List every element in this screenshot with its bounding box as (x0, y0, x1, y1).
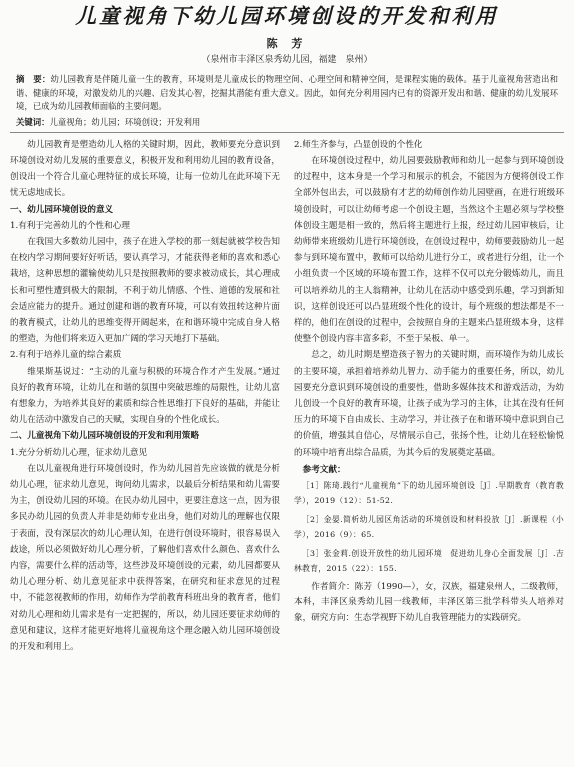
abstract (16, 73, 558, 114)
paper-page (0, 2, 574, 767)
section-heading: 一、幼儿园环境创设的意义 (10, 204, 114, 215)
keywords-text: 儿童视角；幼儿园；环境创设；开发利用 (49, 116, 201, 127)
left-column (10, 137, 280, 656)
references-list (294, 478, 564, 576)
references-title: 参考文献： (302, 464, 346, 475)
reference-item: ［1］陈琦.践行“儿童视角”下的幼儿园环境创设［J］.早期教育（教育教学），2019（12）：51-52. (294, 480, 564, 505)
author-affiliation: （泉州市丰泽区泉秀幼儿园，福建 泉州） (201, 55, 373, 65)
header-divider (10, 132, 564, 133)
subsection-heading: 1.有利于完善幼儿的个性和心理 (10, 220, 130, 231)
keywords (16, 116, 558, 129)
reference-item: ［2］金晏.简析幼儿园区角活动的环境创设和材料投放［J］.新课程（小学），2016（9）：65. (294, 514, 564, 539)
subsection-heading: 2.有利于培养儿童的综合素质 (10, 350, 122, 361)
paragraph: 在我国大多数幼儿园中，孩子在进入学校的那一刻起就被学校告知在校内学习期间要好好听话，要认真学习，才能获得老师的喜欢和悉心栽培，这种思想的灌输使幼儿只是按照教师的要求被动成长，其心理成长和可塑性遭到极大的限制，不利于幼儿情感、个性、道德的发展和社会适应能力的提升。通过创建和谐的教育环境，可以有效扭转这种片面的教育模式，让幼儿的思维变得开阔起来，在和谐环境中完成自身人格的塑造，为他们将来迈入更加广阔的学习天地打下基础。 (10, 237, 280, 345)
reference-item: ［3］张金莉.创设开放性的幼儿园环境 促进幼儿身心全面发展［J］.吉林教育，2015（22）：155. (294, 548, 564, 573)
paragraph: 总之，幼儿时期是塑造孩子智力的关键时期，而环境作为幼儿成长的主要环境，承担着培养幼儿智力、动手能力的重要任务，所以，幼儿园要充分意识到环境创设的重要性，借助多媒体技术和游戏活动，为幼儿创设一个良好的教育环境，让孩子成为学习的主体，让其在没有任何压力的环境下自由成长、主动学习，并让孩子在和谐环境中意识到自己的价值，增强其自信心，尽情展示自己，张扬个性，让幼儿在轻松愉悦的环境中培育出综合品质，为其今后的发展奠定基础。 (294, 350, 564, 458)
author-name: 陈 芳 (266, 37, 308, 50)
paragraph: 维果斯基说过：“主动的儿童与积极的环境合作才产生发展。”通过良好的教育环境，让幼儿在和谐的氛围中突破思维的局限性，让幼儿富有想象力，为培养其良好的素质和综合性思维打下良好的基础，并能让幼儿在活动中激发自己的天赋，实现自身的个性化成长。 (10, 366, 280, 426)
subsection-heading: 1.充分分析幼儿心理，征求幼儿意见 (10, 447, 148, 458)
section-heading: 二、儿童视角下幼儿园环境创设的开发和利用策略 (10, 431, 200, 442)
right-column-body (294, 137, 564, 461)
paper-title: 儿童视角下幼儿园环境创设的开发和利用 (75, 4, 499, 28)
body-columns (10, 137, 564, 656)
paragraph: 在以儿童视角进行环境创设时，作为幼儿园首先应该做的就是分析幼儿心理，征求幼儿意见，询问幼儿需求，以最后分析结果和幼儿需要为主，创设幼儿园的环境。在民办幼儿园中，更要注意这一点，因为很多民办幼儿园的负责人并非是幼师专业出身，他们对幼儿的理解也仅限于表面，没有深层次的幼儿心理认知，在进行创设环境时，很容易误入歧途，所以必须做好幼儿心理分析，了解他们喜欢什么颜色、喜欢什么内容，需要什么样的活动等，这些涉及环境创设的元素，幼儿园都要从幼儿心理分析、幼儿意见征求中获得答案，在研究和征求意见的过程中，不能忽视教师的作用，幼师作为学前教育科班出身的教育者，他们对幼儿心理和幼儿需求是有一定把握的，所以，幼儿园还要征求幼师的意见和建议，这样才能更好地将儿童视角这个理念融入幼儿园环境创设的开发和利用上。 (10, 463, 280, 653)
subsection-heading: 2.师生齐参与，凸显创设的个性化 (294, 139, 423, 150)
paragraph: 幼儿园教育是塑造幼儿人格的关键时期，因此，教师要充分意识到环境创设对幼儿发展的重要意义，积极开发和利用幼儿园的教育设备，创设出一个符合儿童心理特征的成长环境，让每一位幼儿在此环境下无忧无虑地成长。 (10, 139, 280, 199)
right-column (294, 137, 564, 656)
abstract-label: 摘 要： (16, 74, 51, 84)
keywords-label: 关键词： (16, 116, 50, 127)
paragraph: 在环境创设过程中，幼儿园要鼓励教师和幼儿一起参与到环境创设的过程中，这本身是一个学习和展示的机会，不能因为方便将创设工作全部外包出去，可以鼓励有才艺的幼师创作幼儿园壁画，在进行班级环境创设时，可以让幼师考虑一个创设主题，当然这个主题必须与学校整体创设主题是相一致的，然后将主题进行上报，经过幼儿园审核后，让幼师带来班级幼儿进行环境创设，在创设过程中，幼师要鼓励幼儿一起参与到环境布置中，教师可以给幼儿进行分工，或者进行分组，让一个小组负责一个区域的环境布置工作，这样不仅可以充分锻炼幼儿，而且可以培养幼儿的主人翁精神，让幼儿在活动中感受到乐趣，学习到新知识，这样创设还可以凸显班级个性化的设计，每个班级的想法都是不一样的，他们在创设的过程中，会按照自身的主题来凸显班级本身，这样使整个创设内容丰富多彩，不至于呆板、单一。 (294, 155, 564, 345)
abstract-text: 幼儿园教育是伴随儿童一生的教育，环境则是儿童成长的物理空间、心理空间和精神空间，是课程实施的载体。基于儿童视角营造出和谐、健康的环境，对激发幼儿的兴趣、启发其心智，挖掘其潜能有重大意义。因此，如何充分利用园内已有的资源开发出和谐、健康的幼儿发展环境，已成为幼儿园教师面临的主要问题。 (16, 74, 559, 112)
author-bio: 作者简介：陈芳（1990—），女，汉族，福建泉州人，二级教师，本科，丰泽区泉秀幼儿园一线教师，丰泽区第三批学科带头人培养对象，研究方向：生态学视野下幼儿自我管理能力的实践研究。 (294, 581, 564, 624)
